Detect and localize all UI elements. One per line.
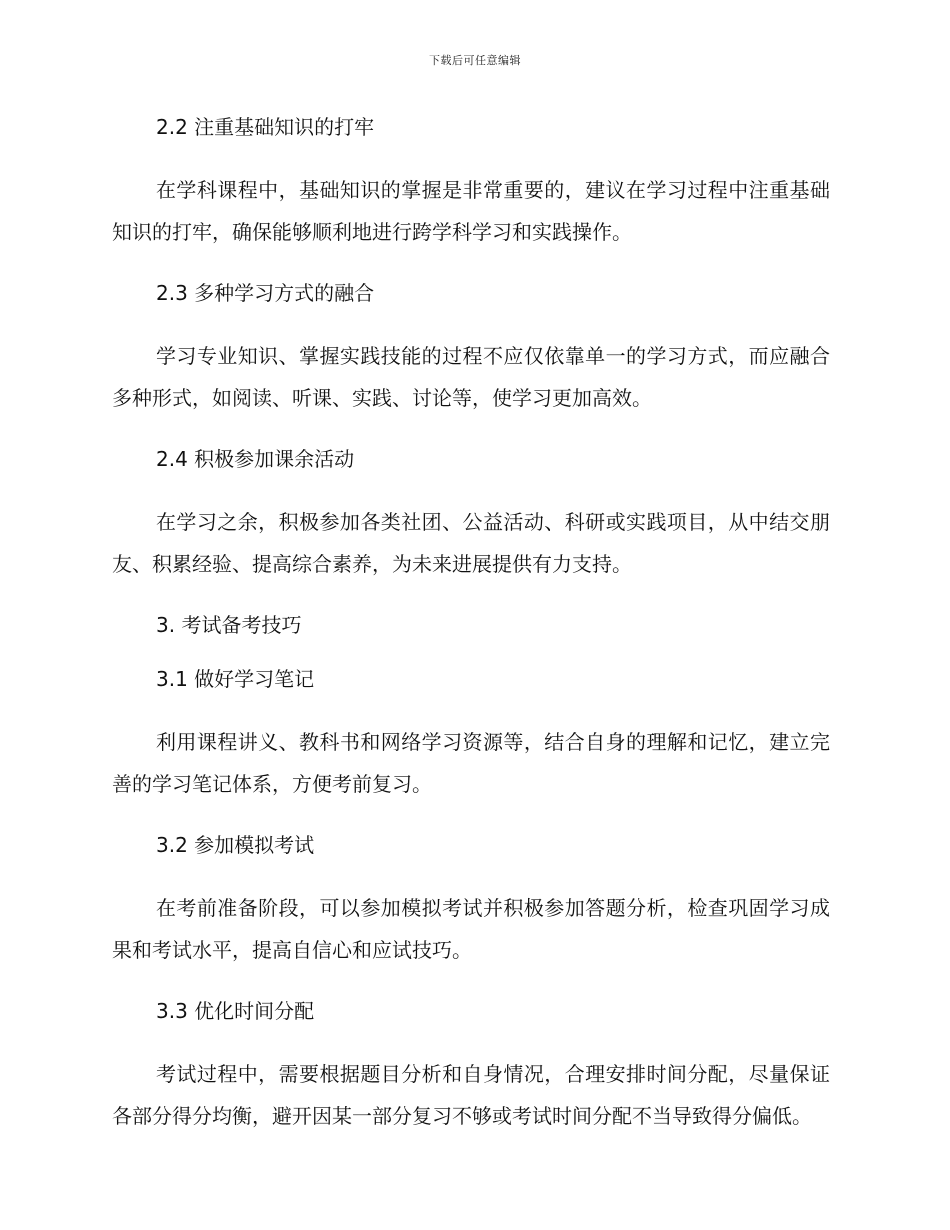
section-heading-3-1: 3.1 做好学习笔记 bbox=[156, 667, 315, 691]
section-heading-2-3: 2.3 多种学习方式的融合 bbox=[156, 281, 375, 305]
section-heading-2-2: 2.2 注重基础知识的打牢 bbox=[156, 115, 375, 139]
section-heading-3-3: 3.3 优化时间分配 bbox=[156, 999, 315, 1023]
section-paragraph-2-3: 学习专业知识、掌握实践技能的过程不应仅依靠单一的学习方式，而应融合多种形式，如阅读、听课、实践、讨论等，使学习更加高效。 bbox=[112, 344, 830, 410]
section-heading-3-2: 3.2 参加模拟考试 bbox=[156, 833, 315, 857]
section-paragraph-2-4: 在学习之余，积极参加各类社团、公益活动、科研或实践项目，从中结交朋友、积累经验、提高综合素养，为未来进展提供有力支持。 bbox=[112, 510, 830, 576]
section-paragraph-3-3: 考试过程中，需要根据题目分析和自身情况，合理安排时间分配，尽量保证各部分得分均衡，避开因某一部分复习不够或考试时间分配不当导致得分偏低。 bbox=[112, 1062, 830, 1128]
document-body bbox=[112, 113, 830, 1137]
section-paragraph-3-2: 在考前准备阶段，可以参加模拟考试并积极参加答题分析，检查巩固学习成果和考试水平，提高自信心和应试技巧。 bbox=[112, 896, 830, 962]
section-heading-3: 3. 考试备考技巧 bbox=[156, 613, 302, 637]
section-paragraph-3-1: 利用课程讲义、教科书和网络学习资源等，结合自身的理解和记忆，建立完善的学习笔记体系，方便考前复习。 bbox=[112, 730, 830, 796]
section-heading-2-4: 2.4 积极参加课余活动 bbox=[156, 447, 355, 471]
section-paragraph-2-2: 在学科课程中，基础知识的掌握是非常重要的，建议在学习过程中注重基础知识的打牢，确保能够顺利地进行跨学科学习和实践操作。 bbox=[112, 178, 830, 244]
page-header: 下载后可任意编辑 bbox=[429, 54, 521, 67]
